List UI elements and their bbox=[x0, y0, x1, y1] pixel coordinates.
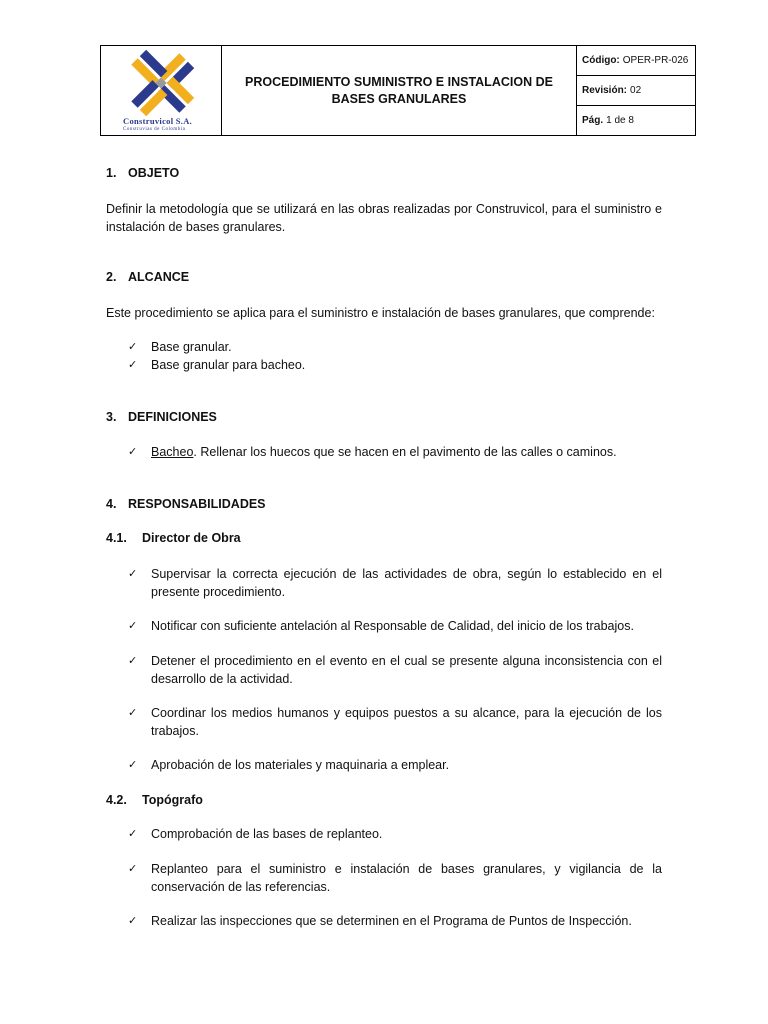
list-item-text: Supervisar la correcta ejecución de las actividades de obra, según lo establecido en el presente procedimiento. bbox=[151, 567, 662, 599]
check-icon: ✓ bbox=[128, 655, 138, 667]
objeto-paragraph: Definir la metodología que se utilizará en las obras realizadas por Construvicol, para el suministro e instalación de bases granulares. bbox=[106, 202, 662, 234]
company-tagline: Construvias de Colombia bbox=[123, 127, 186, 132]
document-header bbox=[100, 45, 696, 136]
section-number: 2. bbox=[106, 270, 117, 284]
check-icon: ✓ bbox=[128, 446, 138, 458]
list-item-text: Aprobación de los materiales y maquinaria a emplear. bbox=[151, 758, 450, 772]
check-icon: ✓ bbox=[128, 828, 138, 840]
revision-row bbox=[577, 76, 695, 106]
list-item bbox=[128, 566, 662, 601]
subsection-heading-topografo bbox=[106, 792, 662, 810]
list-item bbox=[128, 339, 662, 357]
list-item-text: Realizar las inspecciones que se determinen en el Programa de Puntos de Inspección. bbox=[151, 914, 632, 928]
list-item-text: Coordinar los medios humanos y equipos puestos a su alcance, para la ejecución de los trabajos. bbox=[151, 706, 662, 738]
document-title: PROCEDIMIENTO SUMINISTRO E INSTALACION DE BASES GRANULARES bbox=[222, 46, 577, 135]
page-value: 1 de 8 bbox=[606, 115, 634, 126]
check-icon: ✓ bbox=[128, 359, 138, 371]
section-heading-responsabilidades bbox=[106, 496, 662, 514]
subsection-title: Director de Obra bbox=[142, 531, 241, 545]
list-item-text: Detener el procedimiento en el evento en el cual se presente alguna inconsistencia con el desarrollo de la actividad. bbox=[151, 654, 662, 686]
section-heading-alcance bbox=[106, 269, 662, 287]
code-label: Código: bbox=[582, 55, 620, 66]
document-meta bbox=[577, 46, 695, 135]
section-title: DEFINICIONES bbox=[128, 410, 217, 424]
page-row bbox=[577, 106, 695, 135]
code-value: OPER-PR-026 bbox=[622, 55, 689, 66]
list-item bbox=[128, 357, 662, 375]
subsection-number: 4.1. bbox=[106, 531, 127, 545]
check-icon: ✓ bbox=[128, 863, 138, 875]
list-item bbox=[128, 913, 662, 931]
subsection-heading-director bbox=[106, 530, 662, 548]
check-icon: ✓ bbox=[128, 707, 138, 719]
section-number: 3. bbox=[106, 410, 117, 424]
section-title: RESPONSABILIDADES bbox=[128, 497, 266, 511]
check-icon: ✓ bbox=[128, 341, 138, 353]
list-item bbox=[128, 705, 662, 740]
list-item bbox=[128, 826, 662, 844]
code-row bbox=[577, 46, 695, 76]
check-icon: ✓ bbox=[128, 915, 138, 927]
list-item-text: Notificar con suficiente antelación al Responsable de Calidad, del inicio de los trabajos. bbox=[151, 619, 634, 633]
list-item bbox=[128, 861, 662, 896]
list-item-text: Replanteo para el suministro e instalación de bases granulares, y vigilancia de la conservación de las referencias. bbox=[151, 862, 662, 894]
alcance-paragraph: Este procedimiento se aplica para el suministro e instalación de bases granulares, que comprende: bbox=[106, 306, 655, 320]
construvicol-logo bbox=[121, 48, 201, 118]
check-icon: ✓ bbox=[128, 568, 138, 580]
company-name: Construvicol S.A. bbox=[123, 116, 193, 126]
section-number: 4. bbox=[106, 497, 117, 511]
check-icon: ✓ bbox=[128, 620, 138, 632]
definition-term: Bacheo bbox=[151, 445, 194, 459]
section-title: ALCANCE bbox=[128, 270, 190, 284]
section-title: OBJETO bbox=[128, 166, 180, 180]
section-number: 1. bbox=[106, 166, 117, 180]
revision-value: 02 bbox=[630, 85, 642, 96]
list-item-text: Comprobación de las bases de replanteo. bbox=[151, 827, 383, 841]
list-item bbox=[128, 653, 662, 688]
list-item-text: Base granular. bbox=[151, 340, 232, 354]
subsection-title: Topógrafo bbox=[142, 793, 203, 807]
revision-label: Revisión: bbox=[582, 85, 628, 96]
page-label: Pág. bbox=[582, 115, 604, 126]
list-item bbox=[128, 757, 662, 775]
logo-cell bbox=[101, 46, 222, 135]
subsection-number: 4.2. bbox=[106, 793, 127, 807]
definition-text: . Rellenar los huecos que se hacen en el pavimento de las calles o caminos. bbox=[193, 445, 617, 459]
section-heading-definiciones bbox=[106, 409, 662, 427]
check-icon: ✓ bbox=[128, 759, 138, 771]
list-item-text: Base granular para bacheo. bbox=[151, 358, 306, 372]
definition-item bbox=[128, 444, 662, 462]
list-item bbox=[128, 618, 662, 636]
section-heading-objeto bbox=[106, 165, 662, 183]
